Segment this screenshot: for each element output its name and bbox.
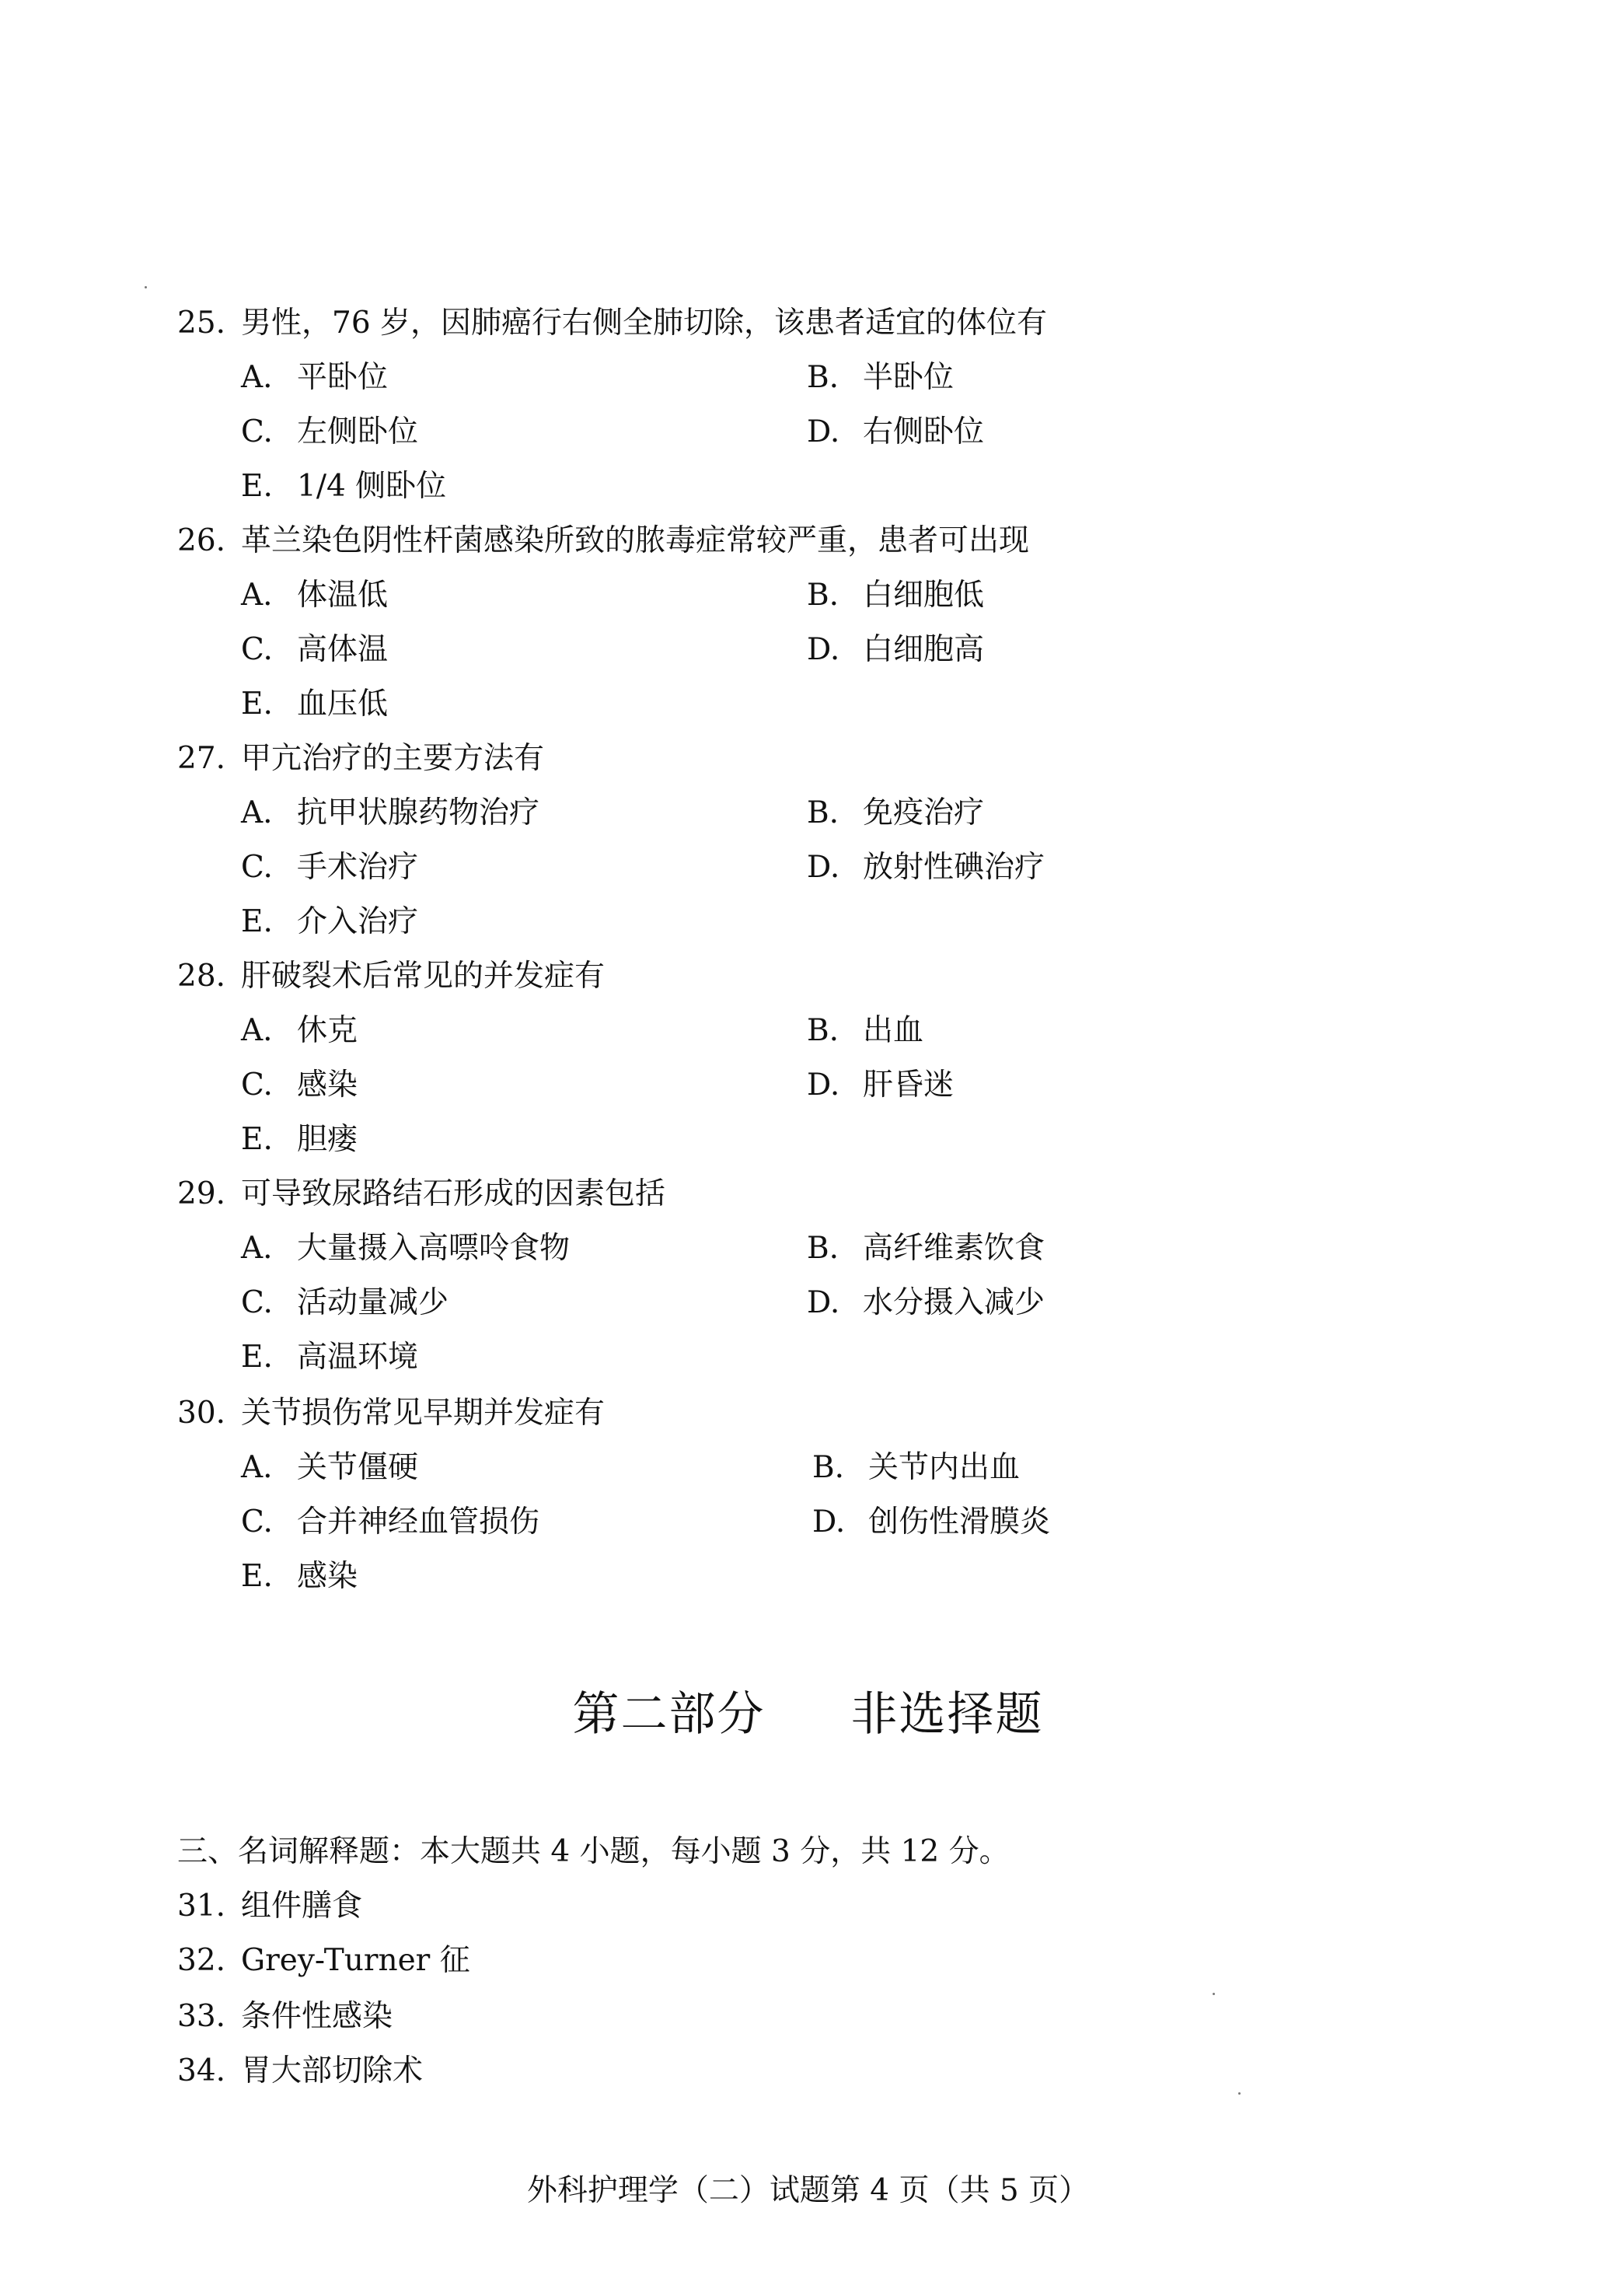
question-27 [177,737,1343,939]
question-number: 29. [177,1176,226,1211]
option-b [807,1009,923,1053]
option-text: 高体温 [297,632,389,667]
option-letter: D. [807,632,840,667]
question-text: 革兰染色阴性杆菌感染所致的脓毒症常较严重，患者可出现 [241,523,1030,558]
option-text: 左侧卧位 [297,414,419,449]
question-stem [177,1392,1343,1435]
part-heading: 三、名词解释题：本大题共 4 小题，每小题 3 分，共 12 分。 [177,1834,1010,1869]
option-a [241,1227,570,1270]
option-c [241,1501,539,1544]
option-letter: B. [807,795,839,830]
option-e [241,1336,418,1379]
page-footer: 外科护理学（二）试题第 4 页（共 5 页） [526,2173,1090,2208]
option-d [812,1501,1050,1544]
question-number: 33. [177,1999,226,2034]
option-a [241,792,539,835]
option-c [241,1281,449,1325]
term-text: 组件膳食 [241,1889,363,1924]
option-letter: B. [812,1450,845,1485]
option-letter: C. [241,1504,273,1539]
option-b [812,1446,1020,1490]
section-title [0,1683,1616,1746]
option-letter: D. [807,850,840,885]
option-text: 白细胞低 [863,578,985,613]
option-a [241,1009,358,1053]
question-stem [177,955,1343,998]
option-e [241,465,446,508]
question-number: 30. [177,1396,226,1431]
option-e [241,900,418,944]
question-number: 25. [177,306,226,341]
option-c [241,846,418,889]
term-item-34 [177,2050,423,2093]
option-c [241,411,418,454]
option-text: 1/4 侧卧位 [297,469,447,504]
option-text: 体温低 [297,578,389,613]
section-part: 第二部分 [572,1687,766,1742]
question-number: 28. [177,959,226,994]
option-text: 免疫治疗 [863,795,985,830]
option-d [807,1064,954,1107]
option-text: 白细胞高 [863,632,985,667]
option-text: 介入治疗 [297,904,419,939]
option-text: 半卧位 [863,360,955,395]
option-letter: C. [241,414,273,449]
question-number: 27. [177,741,226,776]
scan-speck [145,286,147,288]
question-number: 32. [177,1943,226,1978]
option-text: 肝昏迷 [863,1068,955,1103]
question-30 [177,1392,1343,1594]
option-text: 抗甲状腺药物治疗 [297,795,540,830]
option-text: 活动量减少 [297,1285,449,1320]
term-item-32 [177,1939,470,1983]
option-d [807,411,984,454]
option-letter: C. [241,1068,273,1103]
option-a [241,356,388,400]
option-b [807,792,984,835]
option-letter: C. [241,1285,273,1320]
option-a [241,1446,418,1490]
option-text: 大量摄入高嘌呤食物 [297,1231,571,1266]
option-text: 感染 [297,1559,358,1594]
question-stem [177,302,1343,345]
question-number: 34. [177,2053,226,2088]
option-text: 手术治疗 [297,850,419,885]
option-b [807,574,984,617]
option-letter: E. [241,1122,273,1157]
scan-speck [1213,1993,1215,1995]
question-text: 可导致尿路结石形成的因素包括 [241,1176,666,1211]
question-text: 甲亢治疗的主要方法有 [241,741,545,776]
question-25 [177,302,1343,504]
option-letter: D. [807,1068,840,1103]
option-text: 高温环境 [297,1340,419,1375]
question-text: 男性，76 岁，因肺癌行右侧全肺切除，该患者适宜的体位有 [241,306,1048,341]
option-text: 感染 [297,1068,358,1103]
option-d [807,628,984,672]
option-letter: D. [807,1285,840,1320]
option-letter: E. [241,904,273,939]
option-b [807,1227,1045,1270]
term-text: Grey-Turner 征 [241,1943,470,1978]
option-text: 出血 [863,1013,924,1048]
option-letter: A. [241,1013,273,1048]
option-c [241,1064,358,1107]
option-letter: A. [241,1231,273,1266]
option-letter: C. [241,850,273,885]
question-stem [177,737,1343,781]
option-text: 水分摄入减少 [863,1285,1045,1320]
question-stem [177,1172,1343,1216]
option-letter: E. [241,469,273,504]
option-letter: A. [241,1450,273,1485]
option-text: 平卧位 [297,360,389,395]
option-letter: A. [241,360,273,395]
option-letter: B. [807,578,839,613]
question-number: 26. [177,523,226,558]
option-letter: D. [807,414,840,449]
term-item-31 [177,1885,362,1928]
question-text: 肝破裂术后常见的并发症有 [241,959,606,994]
option-d [807,846,1045,889]
option-text: 右侧卧位 [863,414,985,449]
option-text: 休克 [297,1013,358,1048]
question-29 [177,1172,1343,1375]
option-letter: E. [241,687,273,722]
question-stem [177,519,1343,563]
option-letter: E. [241,1340,273,1375]
option-text: 放射性碘治疗 [863,850,1045,885]
section-name: 非选择题 [850,1687,1044,1742]
option-text: 血压低 [297,687,389,722]
term-text: 胃大部切除术 [241,2053,424,2088]
term-item-33 [177,1995,393,2039]
option-letter: B. [807,360,839,395]
question-28 [177,955,1343,1157]
option-letter: A. [241,795,273,830]
option-text: 高纤维素饮食 [863,1231,1045,1266]
option-letter: C. [241,632,273,667]
option-text: 合并神经血管损伤 [297,1504,540,1539]
option-a [241,574,388,617]
option-e [241,1118,358,1162]
question-number: 31. [177,1889,226,1924]
option-text: 关节内出血 [868,1450,1021,1485]
option-letter: D. [812,1504,846,1539]
option-e [241,683,388,726]
option-letter: A. [241,578,273,613]
question-26 [177,519,1343,722]
option-letter: E. [241,1559,273,1594]
option-b [807,356,954,400]
option-text: 创伤性滑膜炎 [868,1504,1051,1539]
term-text: 条件性感染 [241,1999,393,2034]
option-d [807,1281,1045,1325]
option-e [241,1555,358,1599]
option-text: 关节僵硬 [297,1450,419,1485]
option-text: 胆瘘 [297,1122,358,1157]
option-letter: B. [807,1231,839,1266]
option-c [241,628,388,672]
question-text: 关节损伤常见早期并发症有 [241,1396,606,1431]
option-letter: B. [807,1013,839,1048]
scan-speck [1238,2092,1241,2095]
